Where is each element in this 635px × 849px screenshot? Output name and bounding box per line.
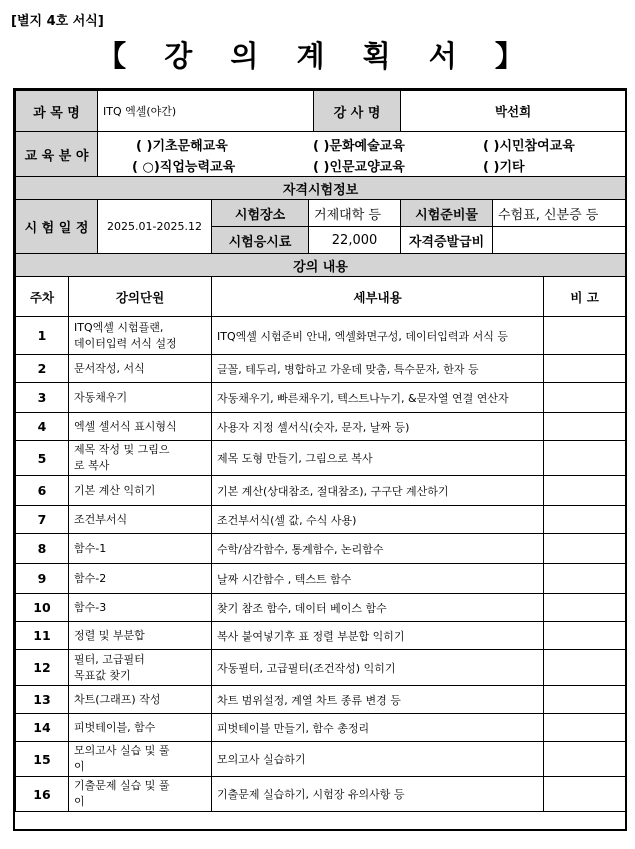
detail-cell: 자동채우기, 빠른채우기, 텍스트나누기, &문자열 연결 연산자 <box>212 383 544 413</box>
exam-place-label: 시험장소 <box>212 200 309 227</box>
course-row <box>16 91 626 132</box>
instructor-label: 강 사 명 <box>314 91 401 132</box>
detail-cell: 피벗테이블 만들기, 함수 총정리 <box>212 714 544 742</box>
unit-cell: 함수-2 <box>69 564 212 594</box>
note-cell <box>544 714 626 742</box>
field-option-basic[interactable]: ( )기초문해교육 <box>136 139 228 154</box>
detail-cell: 모의고사 실습하기 <box>212 742 544 777</box>
detail-cell: 날짜 시간함수 , 텍스트 함수 <box>212 564 544 594</box>
field-option-vocational[interactable]: ( ○)직업능력교육 <box>132 160 236 175</box>
exam-materials-value: 수험표, 신분증 등 <box>493 200 626 227</box>
instructor-value: 박선희 <box>401 91 626 132</box>
detail-cell: 찾기 참조 함수, 데이터 베이스 함수 <box>212 594 544 622</box>
unit-cell: 엑셀 셀서식 표시형식 <box>69 413 212 441</box>
table-row <box>16 317 626 355</box>
lecture-header-row <box>16 277 626 317</box>
unit-cell: 정렬 및 부분합 <box>69 622 212 650</box>
field-option-arts[interactable]: ( )문화예술교육 <box>313 139 405 154</box>
week-cell: 1 <box>16 317 69 355</box>
unit-cell: ITQ엑셀 시험플랜, 데이터입력 서식 설정 <box>69 317 212 355</box>
table-row <box>16 777 626 812</box>
field-row <box>16 132 626 177</box>
unit-cell: 차트(그래프) 작성 <box>69 686 212 714</box>
unit-cell: 자동채우기 <box>69 383 212 413</box>
exam-section-title: 자격시험정보 <box>16 177 626 200</box>
note-header: 비 고 <box>544 277 626 317</box>
unit-cell: 기출문제 실습 및 풀 이 <box>69 777 212 812</box>
table-row <box>16 686 626 714</box>
week-cell: 16 <box>16 777 69 812</box>
exam-date-label: 시 험 일 정 <box>16 200 98 254</box>
week-cell: 14 <box>16 714 69 742</box>
week-cell: 4 <box>16 413 69 441</box>
exam-fee-value: 22,000 <box>309 227 401 254</box>
table-row <box>16 506 626 534</box>
lecture-rows <box>16 317 626 812</box>
week-cell: 13 <box>16 686 69 714</box>
note-cell <box>544 317 626 355</box>
note-cell <box>544 650 626 686</box>
table-row <box>16 355 626 383</box>
table-row <box>16 742 626 777</box>
lecture-plan-table <box>15 90 626 812</box>
detail-cell: 차트 범위설정, 계열 차트 종류 변경 등 <box>212 686 544 714</box>
exam-materials-label: 시험준비물 <box>401 200 493 227</box>
table-row <box>16 594 626 622</box>
detail-header: 세부내용 <box>212 277 544 317</box>
note-cell <box>544 742 626 777</box>
note-cell <box>544 564 626 594</box>
note-cell <box>544 383 626 413</box>
week-cell: 9 <box>16 564 69 594</box>
note-cell <box>544 441 626 476</box>
form-number: [별지 4호 서식] <box>11 14 104 29</box>
detail-cell: 자동필터, 고급필터(조건작성) 익히기 <box>212 650 544 686</box>
detail-cell: 글꼴, 테두리, 병합하고 가운데 맞춤, 특수문자, 한자 등 <box>212 355 544 383</box>
table-row <box>16 413 626 441</box>
course-label: 과 목 명 <box>16 91 98 132</box>
table-row <box>16 650 626 686</box>
field-option-etc[interactable]: ( )기타 <box>483 160 525 175</box>
week-cell: 6 <box>16 476 69 506</box>
detail-cell: 복사 붙여넣기후 표 정렬 부분합 익히기 <box>212 622 544 650</box>
detail-cell: 조건부서식(셀 값, 수식 사용) <box>212 506 544 534</box>
note-cell <box>544 355 626 383</box>
detail-cell: 사용자 지정 셀서식(숫자, 문자, 날짜 등) <box>212 413 544 441</box>
unit-cell: 문서작성, 서식 <box>69 355 212 383</box>
unit-cell: 함수-1 <box>69 534 212 564</box>
table-row <box>16 622 626 650</box>
week-cell: 10 <box>16 594 69 622</box>
detail-cell: 제목 도형 만들기, 그림으로 복사 <box>212 441 544 476</box>
note-cell <box>544 777 626 812</box>
exam-fee-label: 시험응시료 <box>212 227 309 254</box>
table-row <box>16 476 626 506</box>
note-cell <box>544 413 626 441</box>
field-label: 교 육 분 야 <box>16 132 98 177</box>
note-cell <box>544 686 626 714</box>
lecture-section-title: 강의 내용 <box>16 254 626 277</box>
note-cell <box>544 506 626 534</box>
note-cell <box>544 594 626 622</box>
cert-fee-label: 자격증발급비 <box>401 227 493 254</box>
table-row <box>16 564 626 594</box>
cert-fee-value <box>493 227 626 254</box>
note-cell <box>544 534 626 564</box>
unit-cell: 제목 작성 및 그림으 로 복사 <box>69 441 212 476</box>
field-option-humanities[interactable]: ( )인문교양교육 <box>313 160 405 175</box>
table-row <box>16 383 626 413</box>
detail-cell: 기출문제 실습하기, 시험장 유의사항 등 <box>212 777 544 812</box>
exam-date-value: 2025.01-2025.12 <box>98 200 212 254</box>
field-options <box>98 132 626 177</box>
note-cell <box>544 622 626 650</box>
page-title: 【 강 의 계 획 서 】 <box>97 39 538 73</box>
week-cell: 8 <box>16 534 69 564</box>
course-value: ITQ 엑셀(야간) <box>98 91 314 132</box>
exam-section-row <box>16 177 626 200</box>
exam-row-1 <box>16 200 626 227</box>
lecture-plan-form <box>13 88 627 831</box>
unit-cell: 조건부서식 <box>69 506 212 534</box>
exam-place-value: 거제대학 등 <box>309 200 401 227</box>
lecture-section-row <box>16 254 626 277</box>
detail-cell: 수학/삼각함수, 통계함수, 논리함수 <box>212 534 544 564</box>
week-cell: 2 <box>16 355 69 383</box>
detail-cell: 기본 계산(상대참조, 절대참조), 구구단 계산하기 <box>212 476 544 506</box>
unit-cell: 필터, 고급필터 목표값 찾기 <box>69 650 212 686</box>
field-option-civic[interactable]: ( )시민참여교육 <box>483 139 575 154</box>
detail-cell: ITQ엑셀 시험준비 안내, 엑셀화면구성, 데이터입력과 서식 등 <box>212 317 544 355</box>
unit-cell: 모의고사 실습 및 풀 이 <box>69 742 212 777</box>
week-cell: 12 <box>16 650 69 686</box>
week-cell: 11 <box>16 622 69 650</box>
week-cell: 3 <box>16 383 69 413</box>
week-cell: 5 <box>16 441 69 476</box>
unit-cell: 피벗테이블, 함수 <box>69 714 212 742</box>
unit-cell: 기본 계산 익히기 <box>69 476 212 506</box>
table-row <box>16 441 626 476</box>
unit-header: 강의단원 <box>69 277 212 317</box>
week-header: 주차 <box>16 277 69 317</box>
unit-cell: 함수-3 <box>69 594 212 622</box>
table-row <box>16 714 626 742</box>
table-row <box>16 534 626 564</box>
note-cell <box>544 476 626 506</box>
week-cell: 7 <box>16 506 69 534</box>
week-cell: 15 <box>16 742 69 777</box>
